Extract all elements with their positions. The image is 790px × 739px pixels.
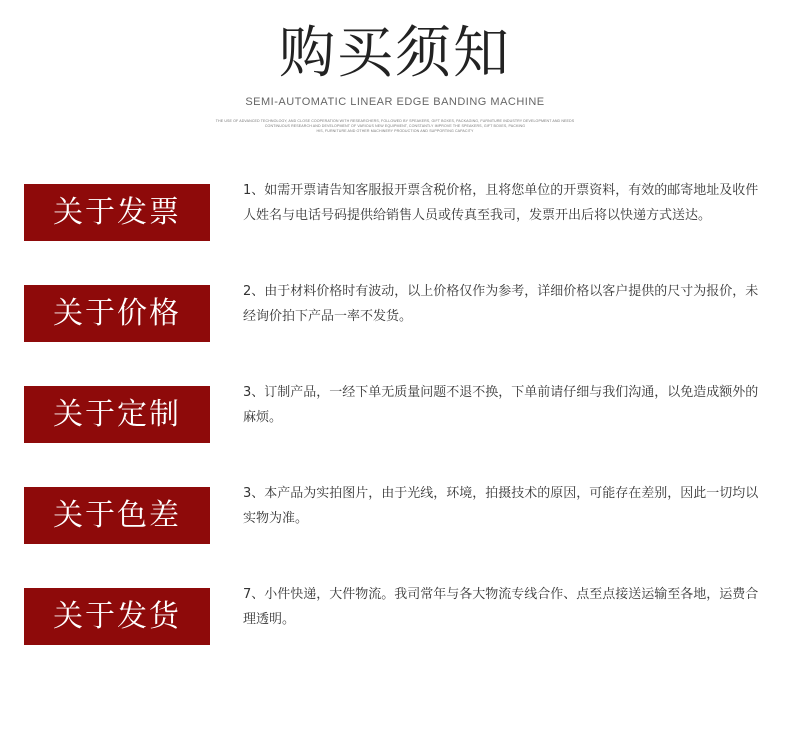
section-text: 2、由于材料价格时有波动，以上价格仅作为参考，详细价格以客户提供的尺寸为报价，未经询价拍下产品一率不发货。 (243, 284, 759, 324)
section-price (24, 285, 764, 345)
section-tag: 关于发货 (24, 588, 210, 645)
section-tag: 关于发票 (24, 184, 210, 241)
section-text: 3、订制产品，一经下单无质量问题不退不换，下单前请仔细与我们沟通，以免造成额外的麻烦。 (243, 385, 759, 425)
section-custom (24, 386, 764, 446)
section-shipping (24, 588, 764, 648)
section-text: 3、本产品为实拍图片，由于光线，环境，拍摄技术的原因，可能存在差别，因此一切均以实物为准。 (243, 486, 759, 526)
page-title: 购买须知 (279, 21, 511, 86)
section-text: 7、小件快递，大件物流。我司常年与各大物流专线合作、点至点接送运输至各地，运费合理透明。 (243, 587, 759, 627)
fine-print-line: CONTINUOUS RESEARCH AND DEVELOPMENT OF VARIOUS NEW EQUIPMENT, CONSTANTLY IMPROVE THE SPEAKERS, GIFT BOXES, PACKING (264, 124, 526, 128)
page-subtitle: SEMI-AUTOMATIC LINEAR EDGE BANDING MACHINE (245, 96, 545, 108)
section-color-difference (24, 487, 764, 547)
fine-print (210, 119, 580, 134)
fine-print-line: THE USE OF ADVANCED TECHNOLOGY, AND CLOSE COOPERATION WITH RESEARCHERS, FOLLOWED BY SPEAKERS, GIFT BOXES, PACKAGING, FURNITURE INDUSTRY DEVELOPMENT AND NEEDS (215, 119, 575, 123)
fine-print-line: HIS, FURNITURE AND OTHER MACHINERY PRODUCTION AND SUPPORTING CAPACITY (316, 129, 474, 133)
section-tag: 关于色差 (24, 487, 210, 544)
section-tag: 关于价格 (24, 285, 210, 342)
section-tag: 关于定制 (24, 386, 210, 443)
section-invoice (24, 184, 764, 244)
section-text: 1、如需开票请告知客服报开票含税价格，且将您单位的开票资料，有效的邮寄地址及收件人姓名与电话号码提供给销售人员或传真至我司，发票开出后将以快递方式送达。 (243, 183, 759, 223)
